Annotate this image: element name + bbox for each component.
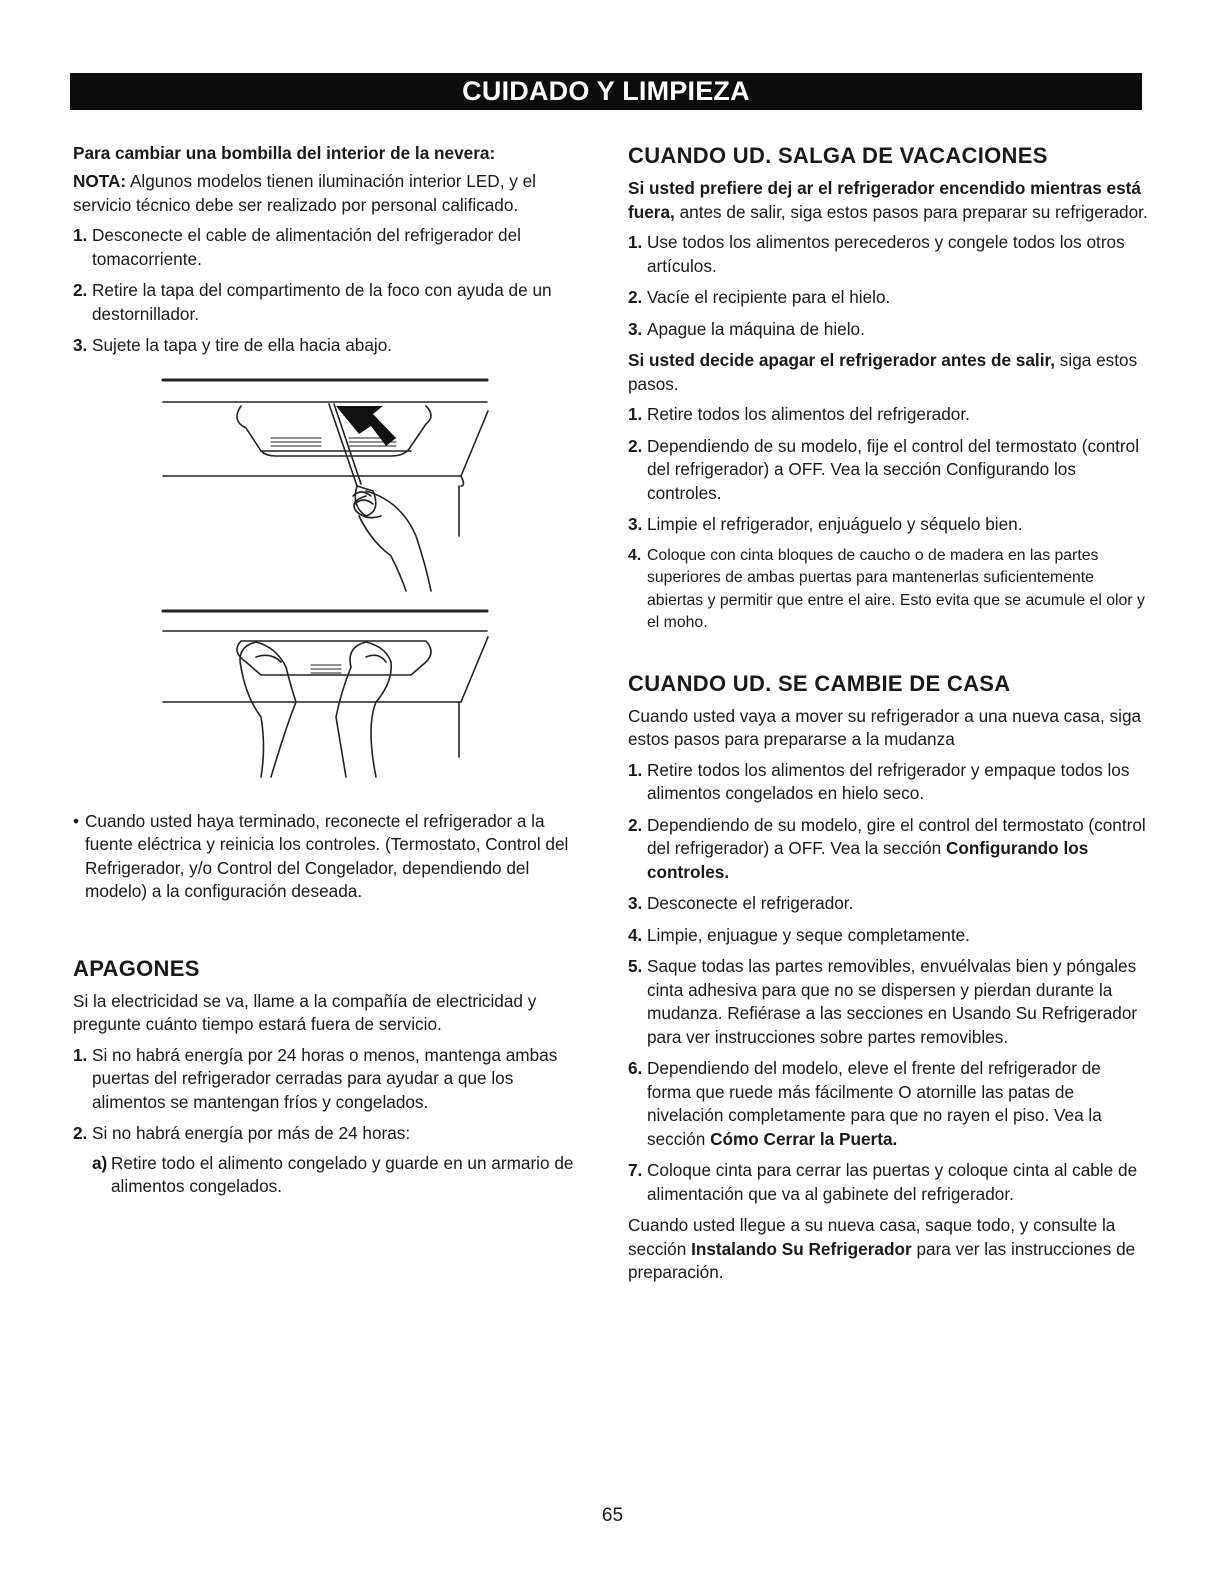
list-item (628, 545, 1148, 635)
step-number: 5. (628, 956, 643, 976)
hands-pulling-light-cover-illustration (161, 607, 491, 782)
screwdriver-removing-light-cover-illustration (161, 376, 491, 601)
step-text: Desconecte el refrigerador. (647, 893, 854, 913)
step-text: Limpie, enjuague y seque completamente. (647, 924, 970, 945)
step-text: Sujete la tapa y tire de ella hacia abajo. (92, 335, 393, 355)
moving-steps-list (628, 759, 1148, 1207)
moving-outro (628, 1214, 1148, 1285)
step-text: Retire la tapa del compartimento de la foco con ayuda de un destornillador. (92, 280, 552, 324)
outage-heading: APAGONES (73, 955, 200, 981)
bulb-change-heading: Para cambiar una bombilla del interior de la nevera: (73, 143, 496, 163)
step-text: Use todos los alimentos perecederos y congele todos los otros artículos. (647, 232, 1125, 276)
vacation-on-steps-list (628, 231, 1148, 341)
step-number: 6. (628, 1058, 643, 1078)
bullet-marker: • (73, 810, 80, 831)
vacation-off-text: siga estos pasos. (628, 350, 1138, 394)
moving-outro-text-end: para ver las instrucciones de preparación. (628, 1238, 1136, 1282)
step-text: Limpie el refrigerador, enjuáguelo y séquelo bien. (647, 514, 1023, 534)
step-text: Apague la máquina de hielo. (647, 318, 865, 339)
list-item (628, 513, 1148, 537)
step-number: 2. (628, 287, 643, 307)
step-bold-reference: Configurando los controles. (647, 838, 1089, 882)
step-text: Retire todos los alimentos del refrigerador. (647, 404, 970, 424)
page-number: 65 (601, 1505, 624, 1526)
step-bold-reference: Cómo Cerrar la Puerta. (710, 1128, 898, 1149)
list-item (628, 231, 1148, 278)
step-number: 1. (628, 404, 643, 424)
vacation-off-bold: Si usted decide apagar el refrigerador antes de salir, (628, 350, 1055, 370)
step-number: 4. (628, 924, 643, 945)
right-column (628, 143, 1148, 1285)
outage-steps-list (73, 1044, 588, 1199)
list-item (628, 435, 1148, 506)
vacation-off-step4-list (628, 545, 1148, 635)
step-text: Saque todas las partes removibles, envuélvalas bien y póngales cinta adhesiva para que no se dispersen y pierdan durante la mudanza. Refiérase a las secciones en Usando Su Refrigerador para ver instrucciones sobre partes removibles. (647, 956, 1138, 1047)
list-item (628, 759, 1148, 806)
list-item (73, 1122, 588, 1146)
step-text: Desconecte el cable de alimentación del refrigerador del tomacorriente. (92, 225, 521, 269)
moving-outro-bold: Instalando Su Refrigerador (691, 1238, 912, 1259)
moving-intro: Cuando usted vaya a mover su refrigerador a una nueva casa, siga estos pasos para prepararse a la mudanza (628, 705, 1142, 749)
list-item (628, 892, 1148, 916)
step-text: Retire todo el alimento congelado y guarde en un armario de alimentos congelados. (111, 1152, 574, 1196)
note-label: NOTA: (73, 171, 127, 191)
list-item (73, 224, 588, 271)
step-text: Dependiendo de su modelo, gire el control del termostato (control del refrigerador) a OFF. Vea la sección (647, 814, 1146, 858)
vacation-off-intro (628, 349, 1148, 396)
list-item (628, 403, 1148, 427)
bulb-steps-list (73, 224, 588, 358)
vacation-off-steps-list (628, 403, 1148, 537)
outage-intro: Si la electricidad se va, llame a la compañía de electricidad y pregunte cuánto tiempo estará fuera de servicio. (73, 990, 537, 1034)
step-number: 1. (73, 225, 88, 245)
list-item (73, 1044, 588, 1115)
step-number: 3. (73, 335, 88, 355)
step-number: a) (92, 1152, 108, 1173)
list-item (73, 334, 588, 358)
reconnect-text: Cuando usted haya terminado, reconecte el refrigerador a la fuente eléctrica y reinicia los controles. (Termostato, Control del Refrigerador, y/o Control del Congelador, dependiendo del modelo) a la configuración deseada. (85, 810, 569, 901)
step-text: Dependiendo del modelo, eleve el frente del refrigerador de forma que ruede más fácilmente O atornille las patas de nivelación completamente para que no rayen el piso. Vea la sección (647, 1058, 1102, 1149)
step-text: Si no habrá energía por 24 horas o menos, mantenga ambas puertas del refrigerador cerradas para ayudar a que los alimentos se mantengan fríos y congelados. (92, 1044, 558, 1112)
section-banner: CUIDADO Y LIMPIEZA (70, 73, 1142, 110)
list-item (628, 1057, 1148, 1151)
list-item (628, 955, 1148, 1049)
step-number: 1. (73, 1044, 88, 1065)
vacation-on-intro (628, 177, 1148, 224)
step-number: 1. (628, 759, 643, 780)
moving-heading: CUANDO UD. SE CAMBIE DE CASA (628, 670, 1011, 696)
list-item (73, 279, 588, 326)
step-number: 7. (628, 1160, 643, 1180)
step-number: 3. (628, 893, 643, 913)
step-text: Vacíe el recipiente para el hielo. (647, 287, 891, 307)
vacation-heading: CUANDO UD. SALGA DE VACACIONES (628, 143, 1048, 168)
step-text: Retire todos los alimentos del refrigerador y empaque todos los alimentos congelados en hielo seco. (647, 759, 1130, 803)
note-text: Algunos modelos tienen iluminación interior LED, y el servicio técnico debe ser realizado por personal calificado. (73, 171, 536, 215)
moving-outro-text: Cuando usted llegue a su nueva casa, saque todo, y consulte la sección (628, 1215, 1116, 1259)
step-text: Si no habrá energía por más de 24 horas: (92, 1123, 411, 1143)
step-number: 4. (628, 546, 642, 564)
list-item (628, 924, 1148, 948)
list-item (628, 286, 1148, 310)
step-number: 2. (73, 1123, 88, 1143)
step-text: Coloque con cinta bloques de caucho o de madera en las partes superiores de ambas puertas para mantenerlas suficientemente abiertas y permitir que entre el aire. Esto evita que se acumule el olor y el moho. (647, 546, 1145, 631)
list-item (628, 318, 1148, 342)
step-number: 2. (628, 814, 643, 835)
vacation-on-bold: Si usted prefiere dej ar el refrigerador encendido mientras está fuera, (628, 178, 1141, 222)
left-column (73, 142, 588, 1207)
list-item (628, 1159, 1148, 1206)
vacation-on-text: antes de salir, siga estos pasos para preparar su refrigerador. (674, 201, 1148, 222)
step-text: Coloque cinta para cerrar las puertas y coloque cinta al cable de alimentación que va al gabinete del refrigerador. (647, 1160, 1138, 1204)
reconnect-note (73, 810, 588, 904)
step-number: 3. (628, 514, 643, 534)
step-number: 2. (73, 280, 88, 300)
step-number: 2. (628, 435, 643, 456)
step-number: 1. (628, 232, 643, 252)
step-text: Dependiendo de su modelo, fije el control del termostato (control del refrigerador) a OFF. Vea la sección Configurando los controles. (647, 435, 1140, 503)
list-item (92, 1152, 588, 1199)
note-paragraph (73, 170, 588, 217)
step-number: 3. (628, 318, 643, 339)
list-item (628, 814, 1148, 885)
